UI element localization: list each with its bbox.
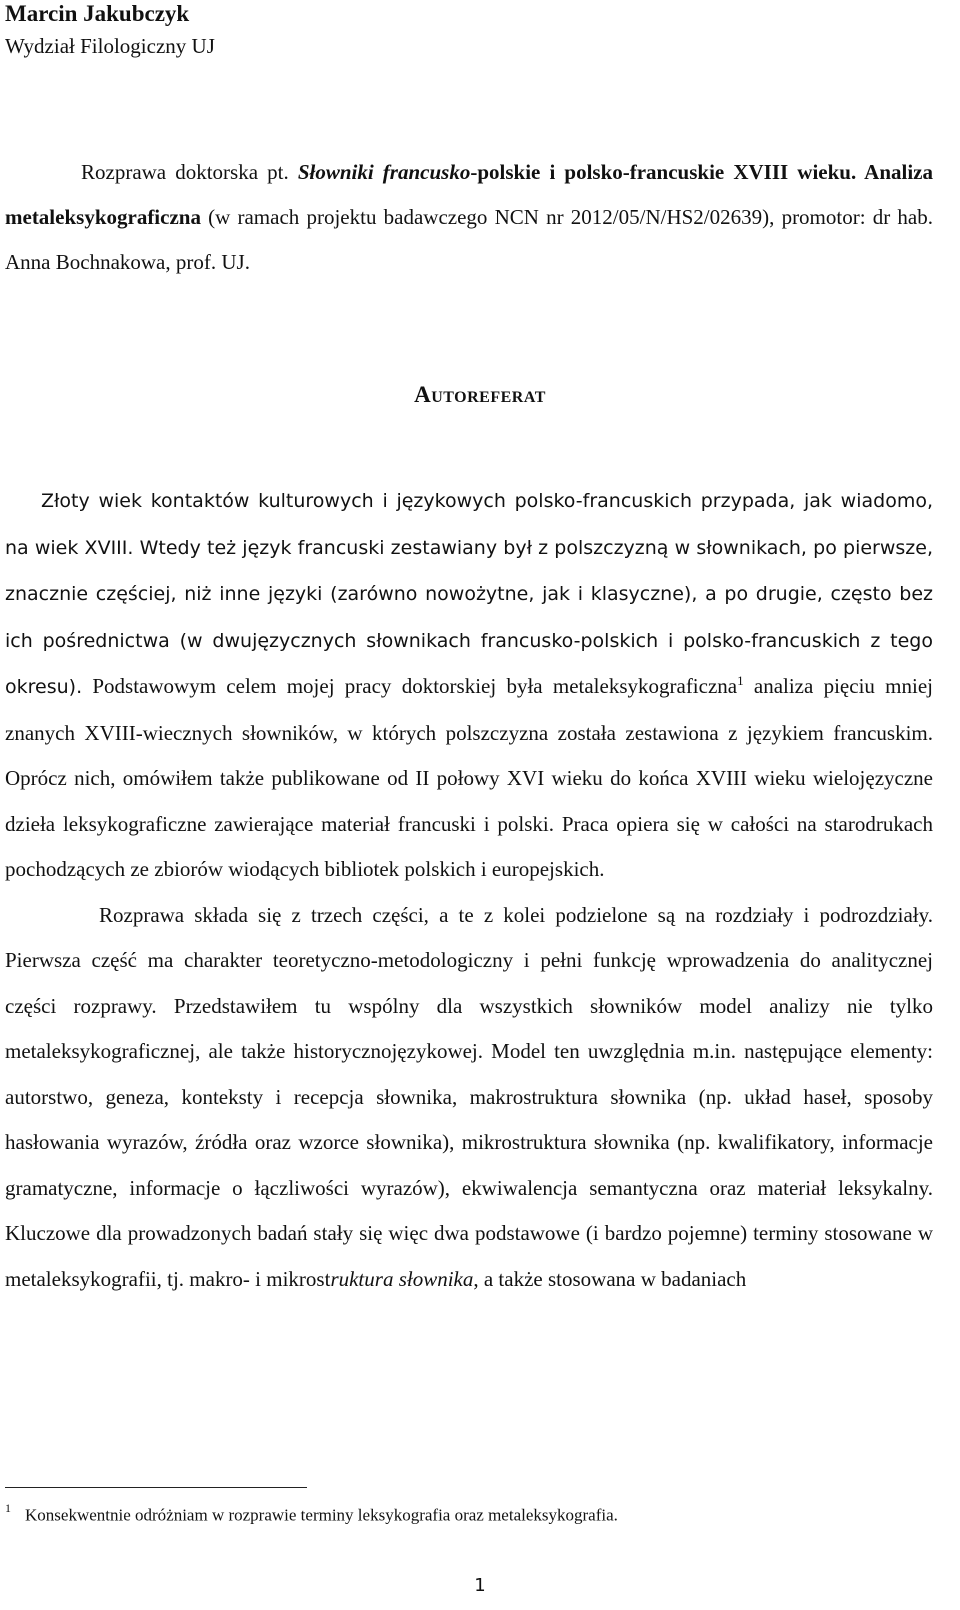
footnote xyxy=(5,1498,945,1528)
paragraph-1-part-3: analiza pięciu mniej znanych XVIII-wiecznych słowników, w których polszczyzna została zestawiona z językiem francuskim. Oprócz nich, omówiłem także publikowane od II połowy XVI wieku do końca XVIII wieku wielojęzyczne dzieła leksykograficzne zawierające materiał francuski i polski. Praca opiera się w całości na starodrukach pochodzących ze zbiorów wiodących bibliotek polskich i europejskich. xyxy=(5,674,933,881)
footnote-divider xyxy=(5,1487,307,1488)
paragraph-1 xyxy=(5,478,933,893)
paragraph-2-part-2: , a także stosowana w badaniach xyxy=(473,1266,747,1291)
paragraph-1-part-1: Złoty wiek kontaktów kulturowych i językowych polsko-francuskich przypada, jak wiadomo, na wiek XVIII. Wtedy też język francuski zestawiany był z polszczyzną w słownikach, po pierwsze, znacznie częściej, niż inne języki (zarówno nowożytne, jak i klasyczne), a po drugie, często bez ich pośrednictwa (w dwujęzycznych słownikach francusko-polskich i polsko-francuskich z tego okresu). xyxy=(5,490,933,698)
page-number: 1 xyxy=(474,1575,486,1596)
intro-title-bold: -polskie i polsko-francuskie XVIII wieku. Analiza metaleksykograficzna xyxy=(5,160,933,229)
thesis-intro xyxy=(5,150,933,285)
paragraph-2-italic: ruktura słownika xyxy=(330,1266,474,1291)
page-title: Autoreferat xyxy=(414,382,546,407)
footnote-number: 1 xyxy=(5,1501,11,1515)
paragraph-2-part-1: Rozprawa składa się z trzech części, a te z kolei podzielone są na rozdziały i podrozdziały. Pierwsza część ma charakter teoretyczno-metodologiczny i pełni funkcję wprowadzenia do analitycznej części rozprawy. Przedstawiłem tu wspólny dla wszystkich słowników model analizy nie tylko metaleksykograficznej, ale także historycznojęzykowej. Model ten uwzględnia m.in. następujące elementy: autorstwo, geneza, konteksty i recepcja słownika, makrostruktura słownika (np. układ haseł, sposoby hasłowania wyrazów, źródła oraz wzorce słownika), mikrostruktura słownika (np. kwalifikatory, informacje gramatyczne, informacje o łączliwości wyrazów), ekwiwalencja semantyczna oraz materiał leksykalny. Kluczowe dla prowadzonych badań stały się więc dwa podstawowe (i bardzo pojemne) terminy stosowane w metaleksykografii, tj. makro- i mikrost xyxy=(5,902,933,1291)
author-affiliation: Wydział Filologiczny UJ xyxy=(5,34,215,58)
body-text xyxy=(5,478,933,1302)
footnote-reference: 1 xyxy=(737,673,744,688)
author-name: Marcin Jakubczyk xyxy=(5,1,190,26)
intro-prefix: Rozprawa doktorska pt. xyxy=(81,160,298,184)
intro-suffix: (w ramach projektu badawczego NCN nr 2012/05/N/HS2/02639), promotor: dr hab. Anna Bochnakowa, prof. UJ. xyxy=(5,205,933,274)
intro-title-italic: Słowniki francusko xyxy=(297,160,471,184)
paragraph-1-part-2: Podstawowym celem mojej pracy doktorskiej była metaleksykograficzna xyxy=(82,674,738,698)
footnote-text: Konsekwentnie odróżniam w rozprawie terminy leksykografia oraz metaleksykografia. xyxy=(25,1505,618,1525)
paragraph-2 xyxy=(5,893,933,1303)
